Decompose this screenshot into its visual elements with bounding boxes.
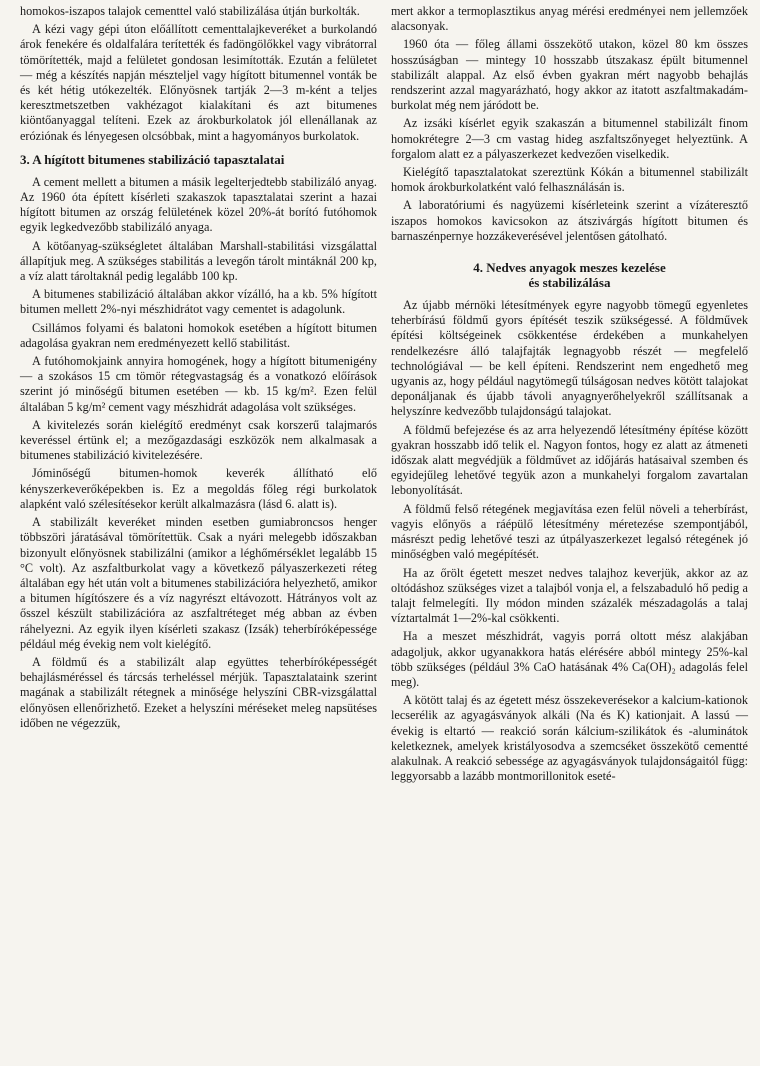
paragraph: A kötött talaj és az égetett mész összekeverésekor a kalcium-kationok lecserélik az agyagásványok alkáli (Na és K) kationjait. A lassú — évekig is eltartó — reakció során kálcium-szilikátok és -aluminátok keletkeznek, amelyek kristályosodva a szemcséket összekötő cementté alakulnak. A reakció sebessége az agyagásványok tulajdonságaitól függ: leggyorsabb a lazább montmorillonitok eseté- <box>391 693 748 784</box>
paragraph: A földmű befejezése és az arra helyezendő létesítmény építése között gyakran hosszabb idő telik el. Nagyon fontos, hogy ez alatt az átmeneti időszak alatt megvédjük a földművet az időjárás hatásaival szemben és egyidejűleg lehetővé tegyük azon a munkahelyi forgalom zavartalan lebonyolítását. <box>391 422 748 498</box>
paragraph: Az újabb mérnöki létesítmények egyre nagyobb tömegű egyenletes teherbírású földmű gyors építését teszik szükségessé. A földművek építési költségeinek csökkentése érdekében a munkahelyen rendelkezésre álló talajfajták legnagyobb részét — megfelelő technológiával — be kell építeni. Rendszerint nem engedhető meg ugyanis az, hogy például nagytömegű túlságosan nedves kötött talajokat deponáljanak és újabb távoli anyagnyerőhelyekről szállítsanak a helyszínre kedvezőbb tulajdonságú talajokat. <box>391 298 748 419</box>
paragraph: homokos-iszapos talajok cementtel való stabilizálása útján burkolták. <box>20 4 360 18</box>
section-heading-3: 3. A hígított bitumenes stabilizáció tapasztalatai <box>20 151 285 167</box>
paragraph: A futóhomokjaink annyira homogének, hogy a hígított bitumenigény — a szokásos 15 cm tömör rétegvastagság és a vonatkozó előírások szerint jó minőségű bitumen esetében — kb. 15 kg/m². Ezen felül általában 5 kg/m² cement vagy mészhidrát adagolása volt szükséges. <box>20 354 377 414</box>
paragraph: A kézi vagy gépi úton előállított cementtalajkeveréket a burkolandó árok fenekére és oldalfalára terítették és fadöngölőkkel vagy vibrátorral tömörítették, majd a felületet gondosan lesimították. Ezután a felületet — még a készítés napján mészteljel vagy hígított bitumennel vonták be és két hétig utókezelték. Előnyösnek tartják 2—3 m-ként a teljes keresztmetszetben vakhézagot kialakítani és azt bitumenes kiöntőanyaggal telíteni. Ezek az árokburkolatok jól ellenállanak az eróziónak és lényegesen olcsóbbak, mint a hagyományos burkolatok. <box>20 22 377 143</box>
left-column <box>20 4 377 1066</box>
paragraph: mert akkor a termoplasztikus anyag mérési eredményei nem jellemzőek alacsonyak. <box>391 4 748 34</box>
paragraph: A cement mellett a bitumen a másik legelterjedtebb stabilizáló anyag. Az 1960 óta épített kísérleti szakaszok tapasztalatai szerint a hazai hígított bitumen az ország felületének közel 20%-át borító futóhomok egyik legkedvezőbb stabilizáló anyaga. <box>20 174 377 235</box>
section-heading-4-line2: és stabilizálása <box>528 275 611 291</box>
paragraph: Kielégítő tapasztalatokat szereztünk Kókán a bitumennel stabilizált homok árokburkolatként való felhasználásán is. <box>391 165 748 195</box>
paragraph: Ha az őrölt égetett meszet nedves talajhoz keverjük, akkor az az oltódáshoz szükséges vizet a talajból vonja el, a felszabaduló hő pedig a talajt felmelegíti. Ily módon minden százalék mészadagolás a talaj víztartalmát 1—2%-kal csökkenti. <box>391 565 748 626</box>
paragraph: A bitumenes stabilizáció általában akkor vízálló, ha a kb. 5% hígított bitumen mellett 2%-nyi mészhidrátot vagy cementet is adagolunk. <box>20 287 377 317</box>
paragraph: Az izsáki kísérlet egyik szakaszán a bitumennel stabilizált finom homokrétegre 2—3 cm vastag hideg aszfaltszőnyeget helyeztünk. A forgalom alatt ez a pályaszerkezet kedvezően viselkedik. <box>391 116 748 161</box>
paragraph: A laboratóriumi és nagyüzemi kísérleteink szerint a vízáteresztő iszapos homokos kavicsokon az átszivárgás hígított bitumen és barnaszénpernye hozzákeverésével jelentősen gátolható. <box>391 198 748 243</box>
right-column <box>391 4 748 1066</box>
paragraph: Jóminőségű bitumen-homok keverék állítható elő kényszerkeverőképekben is. Ez a megoldás főleg régi burkolatok alapként való szélesítésekor került alkalmazásra (lásd 6. alatt is). <box>20 466 377 511</box>
paragraph: A földmű felső rétegének megjavítása ezen felül növeli a teherbírást, vagyis előnyös a ráépülő létesítmény méretezése szempontjából, másrészt pedig lehetővé teszi az útpályaszerkezet legalsó rétegének jó minőségben való megépítését. <box>391 501 748 562</box>
paragraph: 1960 óta — főleg állami összekötő utakon, közel 80 km összes hosszúságban — mintegy 10 hosszabb útszakasz épült bitumennel stabilizált alappal. Az első évben gyakran mért nagyobb behajlás rendszerint azzal magyarázható, hogy akkor az itatott aszfaltmakadám-burkolat még nem járódott be. <box>391 37 748 113</box>
paragraph: A kivitelezés során kielégítő eredményt csak korszerű talajmarós keveréssel értünk el; a mezőgazdasági eszközök nem alkalmasak a bitumenes stabilizáció kivitelezésére. <box>20 417 377 463</box>
paragraph: Csillámos folyami és balatoni homokok esetében a hígított bitumen adagolása gyakran nem eredményezett kellő stabilitást. <box>20 320 377 350</box>
paragraph: A földmű és a stabilizált alap együttes teherbíróképességét behajlásméréssel és tárcsás terheléssel mérjük. Tapasztalataink szerint magának a stabilizált rétegnek a minősége helyszíni CBR-vizsgálattal előnyösen ellenőrizhető. Ezeket a helyszíni méréseket meleg napsütéses időben ne végezzük, <box>20 654 377 730</box>
section-heading-4-line1: 4. Nedves anyagok meszes kezelése <box>473 260 666 276</box>
paragraph: A stabilizált keveréket minden esetben gumiabroncsos henger többszöri járatásával tömörítettük. Csak a nyári melegebb időszakban bizonyult előnyösnek stabilizálni (amikor a léghőmérséklet legalább 15 °C volt). Az aszfaltburkolat vagy a következő pályaszerkezeti réteg általában egy hét után volt a bitumenes stabilizációra helyezhető, amikor a bitumen hígítószere és a víz nagyrészt eltávozott. Hátrányos volt az ősszel készült stabilizációra az aszfaltréteget még abban az évben ráhelyezni. Az egyik ilyen kísérleti szakasz (Izsák) teherbíróképessége például még évekig nem volt kielégítő. <box>20 515 377 651</box>
paragraph: A kötőanyag-szükségletet általában Marshall-stabilitási vizsgálattal állapítjuk meg. A szükséges stabilitás a levegőn tárolt mintáknál 200 kp, a víz alatt tároltaknál pedig legalább 100 kp. <box>20 238 377 284</box>
paragraph: Ha a meszet mészhidrát, vagyis porrá oltott mész alakjában adagoljuk, akkor ugyanakkora hatás elérésére abból mintegy 25%-kal több szükséges (például 3% CaO hatásának 4% Ca(OH)₂ adagolás felel meg). <box>391 629 748 689</box>
section-heading-4 <box>391 260 748 290</box>
